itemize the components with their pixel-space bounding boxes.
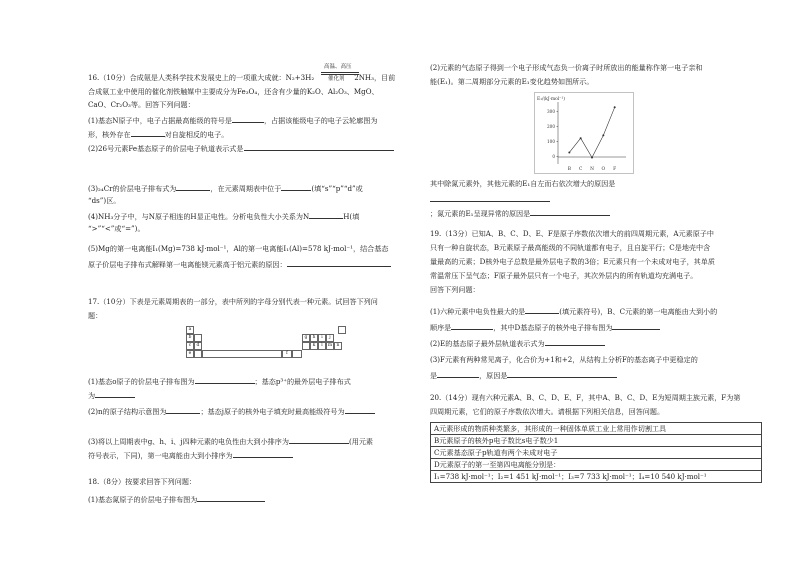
pt-cell: d xyxy=(194,342,202,350)
q16-sub2: (2)26号元素Fe基态原子的价层电子轨道表示式是 xyxy=(88,143,394,153)
q18-sub2-reason-blank xyxy=(430,194,550,204)
x-tick-label: B xyxy=(567,167,571,172)
q16-sub5-line1: (5)Mg的第一电离能I₁(Mg)=738 kJ·mol⁻¹，Al的第一电离能I₁(Al)=578 kJ·mol⁻¹，结合基态 xyxy=(88,244,389,253)
x-tick-label: N xyxy=(590,167,594,172)
table-row: B元素原子的核外p电子数比s电子数少1 xyxy=(431,435,761,447)
reaction-arrow-reverse xyxy=(321,74,359,75)
q18-sub2-reason1: 其中除氮元素外，其他元素的E₁自左而右依次增大的原因是 xyxy=(430,179,616,188)
answer-blank[interactable] xyxy=(166,406,200,414)
data-point xyxy=(568,151,570,153)
answer-blank[interactable] xyxy=(233,450,293,458)
table-row: I₁=738 kJ·mol⁻¹；I₂=1 451 kJ·mol⁻¹；I₃=7 733 kJ·mol⁻¹；I₄=10 540 kJ·mol⁻¹ xyxy=(434,472,707,481)
answer-blank[interactable] xyxy=(197,494,265,502)
answer-blank[interactable] xyxy=(289,436,349,444)
q20-line2: 四周期元素，它们的原子序数依次增大。请根据下列相关信息，回答问题。 xyxy=(430,407,665,416)
answer-blank[interactable] xyxy=(176,183,210,191)
q20-info-table xyxy=(430,422,762,483)
answer-blank[interactable] xyxy=(232,115,264,123)
data-point xyxy=(580,137,582,139)
q20-line1: 20.（14分）现有六种元素A、B、C、D、E、F，其中A、B、C、D、E为短周期主族元素，F为第 xyxy=(430,393,741,402)
reaction-condition-bottom: 催化剂 xyxy=(328,76,345,82)
pt-cell: l xyxy=(318,342,326,350)
q19-line5: 回答下列问题： xyxy=(430,285,480,294)
q16-sub4-line2: “>”“<”或“=”)。 xyxy=(88,224,145,233)
pt-cell: n xyxy=(334,342,342,350)
q17-intro-line1: 17.（10分）下表是元素周期表的一部分，表中所列的字母分别代表一种元素。试回答下列问 xyxy=(88,297,378,306)
q16-sub4-line1: (4)NH₃分子中，与N原子相连的H显正电性。分析电负性大小关系为N H(填 xyxy=(88,212,360,221)
pt-cell: i xyxy=(318,334,326,342)
q17-sub1-line1: (1)基态o原子的价层电子排布图为 ；基态p³⁺的最外层电子排布式 xyxy=(88,377,351,386)
table-row: D元素原子的第一至第四电离能分别是： xyxy=(431,459,761,471)
pt-cell: f xyxy=(282,350,292,358)
answer-blank[interactable] xyxy=(451,322,493,330)
q16-sub1-line1: (1)基态N原子中，电子占据最高能级的符号是 ，占据该能级电子的电子云轮廓图为 xyxy=(88,116,378,125)
pt-cell xyxy=(338,326,346,334)
answer-blank[interactable] xyxy=(345,406,375,414)
answer-blank[interactable] xyxy=(545,338,605,346)
answer-blank[interactable] xyxy=(430,194,550,202)
q18-sub1: (1)基态氮原子的价层电子排布图为 xyxy=(88,494,265,504)
q19-line2: 只有一种自旋状态，B元素原子最高能级的不同轨道都有电子，且自旋平行；C是地壳中含 xyxy=(430,243,711,252)
q19-line1: 19.（13分）已知A、B、C、D、E、F是原子序数依次增大的前四周期元素，A元素原子中 xyxy=(430,229,714,238)
q19-sub3-line2: 是 ，原因是 xyxy=(430,370,617,380)
pt-cell xyxy=(194,334,202,342)
answer-blank[interactable] xyxy=(287,259,391,267)
q17-sub2: (2)n的原子结构示意图为 ；基态j原子的核外电子填充时最高能级符号为 xyxy=(88,406,375,416)
data-point xyxy=(602,134,604,136)
y-tick-label: 200 xyxy=(547,124,555,129)
answer-blank[interactable] xyxy=(612,322,660,330)
pt-cell: j xyxy=(326,334,334,342)
y-tick-label: 300 xyxy=(547,109,555,114)
q16-intro-line1: 16.（10分）合成氨是人类科学技术发展史上的一项重大成就：N₂+3H₂ 2NH₃，目前 xyxy=(88,73,396,82)
q19-sub1-line2: 顺序是 ，其中D基态原子的核外电子排布图为 xyxy=(430,322,660,332)
pt-cell: m xyxy=(327,343,333,348)
answer-blank[interactable] xyxy=(525,306,559,314)
answer-blank[interactable] xyxy=(530,208,610,216)
answer-blank[interactable] xyxy=(95,390,135,398)
answer-blank[interactable] xyxy=(281,183,311,191)
q16-sub3-line2: “ds”)区。 xyxy=(88,196,121,205)
pt-cell: c xyxy=(186,342,194,350)
data-point xyxy=(614,106,616,108)
x-tick-label: F xyxy=(613,167,617,172)
answer-blank[interactable] xyxy=(309,211,343,219)
y-tick-label: 0 xyxy=(552,154,555,159)
table-row: A元素形成的物质种类繁多，其形成的一种固体单质工业上常用作切割工具 xyxy=(431,423,761,435)
pt-cell xyxy=(302,342,310,350)
pt-cell: h xyxy=(310,334,318,342)
answer-blank[interactable] xyxy=(437,370,479,378)
q17-intro-line2: 题： xyxy=(88,311,103,320)
q17-sub3-line1: (3)将以上周期表中g、h、i、j四种元素的电负性由大到小排序为 (用元素 xyxy=(88,437,374,446)
q18-intro: 18.（8分）按要求回答下列问题： xyxy=(88,477,197,486)
answer-blank[interactable] xyxy=(507,370,617,378)
q16-sub3-line1: (3)₂₄Cr的价层电子排布式为 ，在元素周期表中位于 (填“s”“p”“d”或 xyxy=(88,184,363,193)
electron-affinity-chart xyxy=(534,92,634,174)
pt-cell: k xyxy=(310,342,318,350)
y-tick-label: 100 xyxy=(547,139,555,144)
answer-blank[interactable] xyxy=(131,129,165,137)
q16-intro-line2: 合成氨工业中使用的催化剂铁触媒中主要成分为Fe₃O₄，还含有少量的K₂O、Al₂O₃、MgO、 xyxy=(88,87,379,96)
chart-frame xyxy=(535,93,634,174)
q19-sub1-line1: (1)六种元素中电负性最大的是 (填元素符号)，B、C元素的第一电离能由大到小的 xyxy=(430,307,718,316)
chart-ylabel: E₁/(kJ·mol⁻¹) xyxy=(537,97,565,102)
x-tick-label: O xyxy=(601,167,606,172)
q19-line3: 量最高的元素；D核外电子总数是最外层电子数的3倍；E元素只有一个未成对电子，其单质 xyxy=(430,257,715,266)
x-tick-label: C xyxy=(578,167,583,172)
pt-cell xyxy=(292,350,302,358)
q17-sub1-line2: 为 xyxy=(88,390,135,400)
q16-sub1-line2: 形，核外存在 对自旋相反的电子。 xyxy=(88,130,229,139)
q19-line4: 常温常压下呈气态；F原子最外层只有一个电子，其次外层内的所有轨道均充满电子。 xyxy=(430,271,698,280)
periodic-table-fragment xyxy=(186,326,346,366)
reaction-condition-top: 高温、高压 xyxy=(324,64,352,70)
pt-transition-block xyxy=(202,350,282,358)
pt-cell: b xyxy=(186,334,194,342)
q19-sub3-line1: (3)F元素有两种常见离子，化合价为+1和+2，从结构上分析F的基态离子中更稳定的 xyxy=(430,355,698,364)
q16-intro-line3: CaO、Cr₂O₃等。回答下列问题： xyxy=(88,100,195,109)
q19-sub2: (2)E的基态原子最外层轨道表示式为 xyxy=(430,338,605,348)
q17-sub3-line2: 符号表示，下同)，第一电离能由大到小排序为 xyxy=(88,450,293,460)
data-point xyxy=(591,157,593,159)
reaction-arrow xyxy=(321,72,359,73)
pt-cell: e xyxy=(186,350,194,358)
answer-blank[interactable] xyxy=(195,376,255,384)
q18-sub2-line2: 能(E₁)。第二周期部分元素的E₁变化趋势如图所示。 xyxy=(430,77,594,86)
pt-cell: g xyxy=(302,334,310,342)
pt-cell xyxy=(194,350,202,358)
q18-sub2-reason2: ；氮元素的E₁呈现异常的原因是 xyxy=(430,208,610,218)
answer-blank[interactable] xyxy=(244,143,394,151)
pt-cell: a xyxy=(186,326,194,334)
q18-sub2-line1: (2)元素的气态原子得到一个电子形成气态负一价离子时所放出的能量称作第一电子亲和 xyxy=(430,63,703,72)
q16-sub5-line2: 原子价层电子排布式解释第一电离能镁元素高于铝元素的原因： xyxy=(88,259,391,269)
table-row: C元素基态原子p轨道有两个未成对电子 xyxy=(431,447,761,459)
